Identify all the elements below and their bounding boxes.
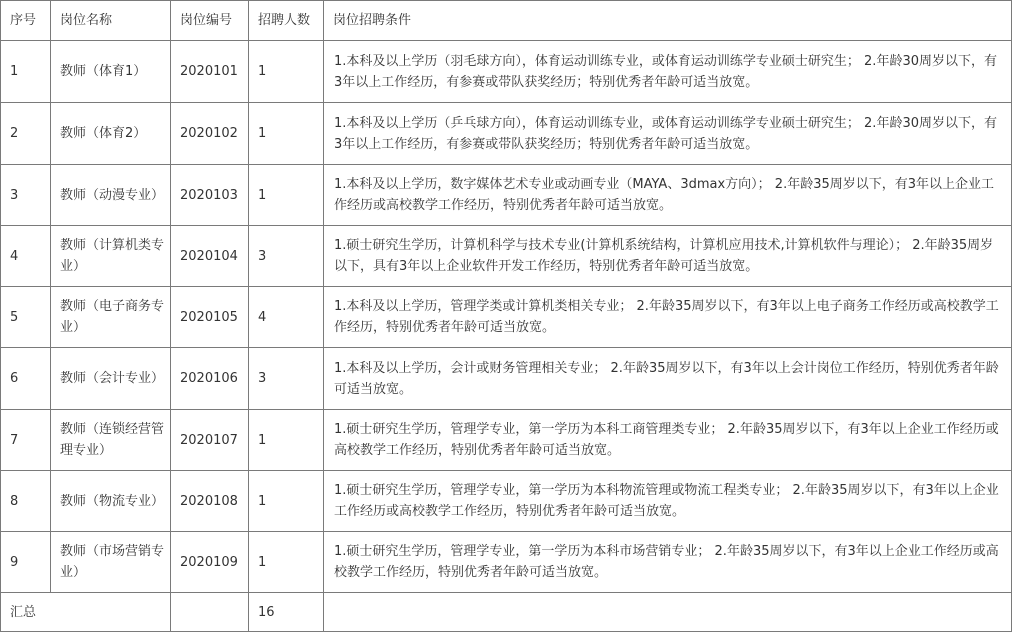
- cell-conditions: 1.本科及以上学历（乒乓球方向），体育运动训练专业，或体育运动训练学专业硕士研究生； 2.年龄30周岁以下，有3年以上工作经历，有参赛或带队获奖经历；特别优秀者年龄可适当放宽。: [324, 103, 1012, 165]
- cell-name: 教师（体育2）: [51, 103, 171, 165]
- cell-no: 7: [1, 410, 51, 471]
- cell-name: 教师（会计专业）: [51, 348, 171, 410]
- cell-no: 4: [1, 226, 51, 287]
- cell-count: 1: [249, 471, 324, 532]
- cell-name: 教师（连锁经营管理专业）: [51, 410, 171, 471]
- total-conditions: [324, 593, 1012, 632]
- header-count: 招聘人数: [249, 1, 324, 41]
- total-code: [171, 593, 249, 632]
- cell-count: 3: [249, 348, 324, 410]
- total-count: 16: [249, 593, 324, 632]
- table-row: [1, 471, 1012, 532]
- table-row: [1, 348, 1012, 410]
- header-no: 序号: [1, 1, 51, 41]
- cell-code: 2020103: [171, 165, 249, 226]
- cell-code: 2020104: [171, 226, 249, 287]
- cell-count: 1: [249, 410, 324, 471]
- cell-code: 2020102: [171, 103, 249, 165]
- header-code: 岗位编号: [171, 1, 249, 41]
- cell-count: 1: [249, 103, 324, 165]
- table-row: [1, 165, 1012, 226]
- cell-conditions: 1.本科及以上学历，管理学类或计算机类相关专业； 2.年龄35周岁以下，有3年以上电子商务工作经历或高校教学工作经历，特别优秀者年龄可适当放宽。: [324, 287, 1012, 348]
- cell-name: 教师（体育1）: [51, 41, 171, 103]
- cell-name: 教师（动漫专业）: [51, 165, 171, 226]
- cell-conditions: 1.硕士研究生学历，计算机科学与技术专业(计算机系统结构，计算机应用技术,计算机软件与理论）； 2.年龄35周岁以下，具有3年以上企业软件开发工作经历，特别优秀者年龄可适当放宽。: [324, 226, 1012, 287]
- table-row: [1, 226, 1012, 287]
- cell-code: 2020108: [171, 471, 249, 532]
- cell-conditions: 1.本科及以上学历，数字媒体艺术专业或动画专业（MAYA、3dmax方向）； 2.年龄35周岁以下，有3年以上企业工作经历或高校教学工作经历，特别优秀者年龄可适当放宽。: [324, 165, 1012, 226]
- cell-code: 2020107: [171, 410, 249, 471]
- table-row: [1, 410, 1012, 471]
- cell-conditions: 1.本科及以上学历，会计或财务管理相关专业； 2.年龄35周岁以下，有3年以上会计岗位工作经历，特别优秀者年龄可适当放宽。: [324, 348, 1012, 410]
- header-row: [1, 1, 1012, 41]
- cell-no: 5: [1, 287, 51, 348]
- cell-count: 4: [249, 287, 324, 348]
- table-row: [1, 103, 1012, 165]
- cell-no: 3: [1, 165, 51, 226]
- table-row: [1, 41, 1012, 103]
- total-label: 汇总: [1, 593, 171, 632]
- cell-count: 1: [249, 532, 324, 593]
- cell-no: 6: [1, 348, 51, 410]
- cell-count: 3: [249, 226, 324, 287]
- cell-no: 1: [1, 41, 51, 103]
- cell-conditions: 1.硕士研究生学历，管理学专业，第一学历为本科市场营销专业； 2.年龄35周岁以下，有3年以上企业工作经历或高校教学工作经历，特别优秀者年龄可适当放宽。: [324, 532, 1012, 593]
- cell-count: 1: [249, 41, 324, 103]
- table-row: [1, 532, 1012, 593]
- cell-name: 教师（市场营销专业）: [51, 532, 171, 593]
- cell-conditions: 1.硕士研究生学历，管理学专业，第一学历为本科物流管理或物流工程类专业； 2.年龄35周岁以下，有3年以上企业工作经历或高校教学工作经历，特别优秀者年龄可适当放宽。: [324, 471, 1012, 532]
- cell-code: 2020109: [171, 532, 249, 593]
- cell-conditions: 1.硕士研究生学历，管理学专业，第一学历为本科工商管理类专业； 2.年龄35周岁以下，有3年以上企业工作经历或高校教学工作经历，特别优秀者年龄可适当放宽。: [324, 410, 1012, 471]
- cell-no: 9: [1, 532, 51, 593]
- cell-name: 教师（电子商务专业）: [51, 287, 171, 348]
- cell-code: 2020106: [171, 348, 249, 410]
- header-conditions: 岗位招聘条件: [324, 1, 1012, 41]
- cell-code: 2020101: [171, 41, 249, 103]
- cell-no: 2: [1, 103, 51, 165]
- cell-name: 教师（计算机类专业）: [51, 226, 171, 287]
- header-name: 岗位名称: [51, 1, 171, 41]
- cell-no: 8: [1, 471, 51, 532]
- cell-code: 2020105: [171, 287, 249, 348]
- cell-conditions: 1.本科及以上学历（羽毛球方向），体育运动训练专业，或体育运动训练学专业硕士研究生； 2.年龄30周岁以下，有3年以上工作经历，有参赛或带队获奖经历；特别优秀者年龄可适当放宽。: [324, 41, 1012, 103]
- cell-name: 教师（物流专业）: [51, 471, 171, 532]
- table-row: [1, 287, 1012, 348]
- cell-count: 1: [249, 165, 324, 226]
- total-row: [1, 593, 1012, 632]
